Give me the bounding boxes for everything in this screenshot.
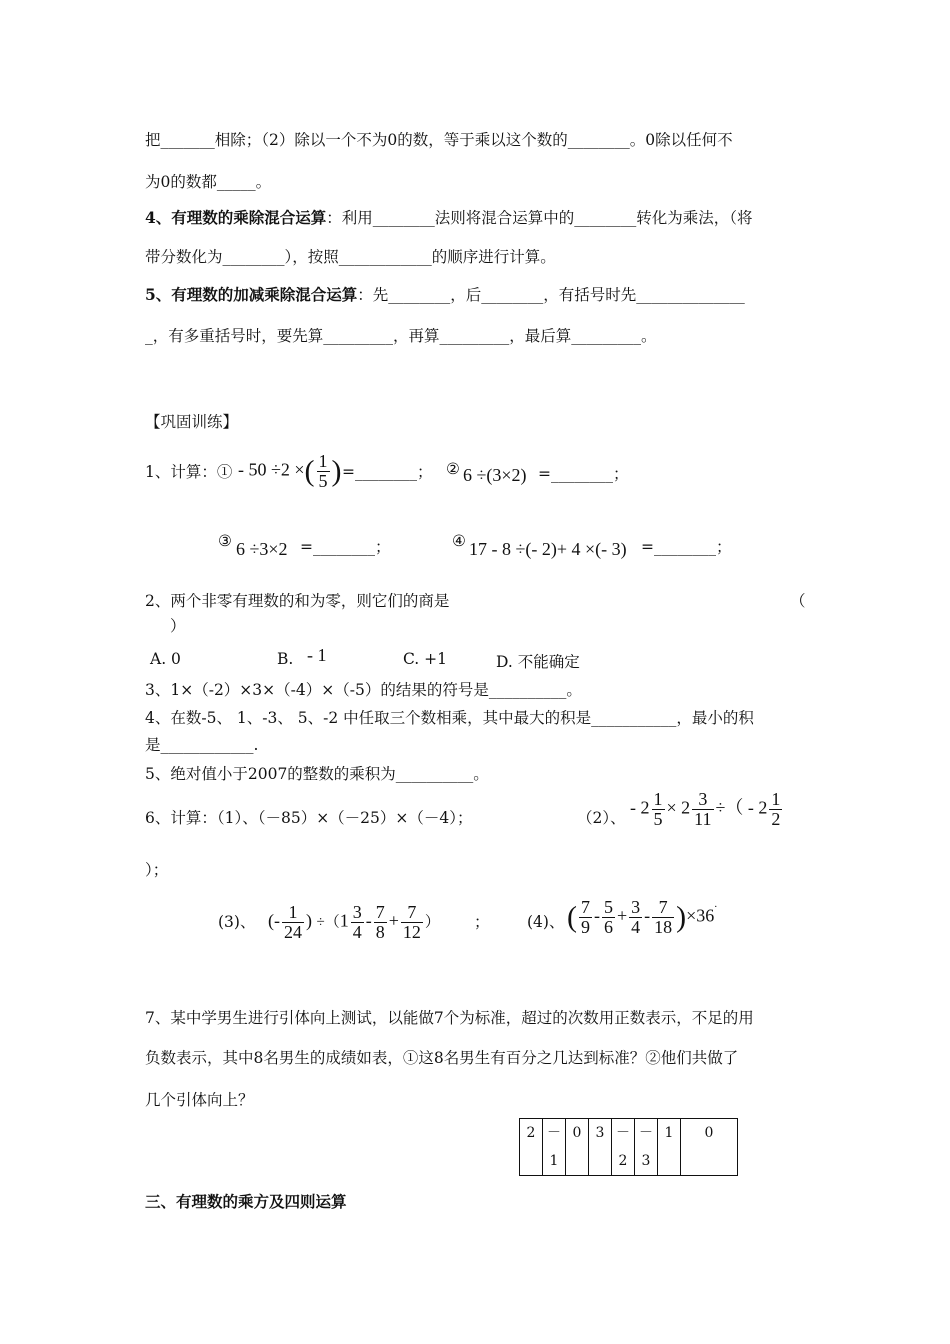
cell-line-1: 1: [664, 1125, 674, 1141]
q6-part-4-expr: [567, 898, 717, 937]
fraction-numerator: 7: [375, 902, 385, 922]
fraction: [602, 898, 615, 937]
cell-line-1: 2: [526, 1125, 536, 1141]
q7-text-line-1: 7、某中学男生进行引体向上测试，以能做7个为标准，超过的次数用正数表示，不足的用: [145, 1009, 754, 1027]
fraction: [769, 790, 782, 829]
fraction: [579, 898, 592, 937]
q6-part-3-semicolon: ；: [474, 913, 490, 931]
section-title: 【巩固训练】: [145, 413, 239, 431]
q6-part-3-label: (3)、: [218, 913, 256, 931]
paren-left: (: [304, 454, 315, 488]
q1-blank-1: =________；: [342, 463, 433, 481]
fraction: [351, 903, 364, 942]
q1-expr-2: 6 ÷(3×2): [463, 465, 527, 485]
fraction-numerator: 1: [771, 789, 781, 809]
cell-line-1: －: [616, 1125, 630, 1141]
fraction-denominator: 2: [771, 808, 781, 829]
text-line-5: [145, 283, 745, 305]
text-line-1: 把_______相除；（2）除以一个不为0的数，等于乘以这个数的________。0除以任何不: [145, 131, 733, 149]
fraction-denominator: 11: [694, 808, 712, 829]
expr-term: - 2: [630, 797, 650, 818]
table-cell: [520, 1119, 543, 1176]
table-cell: [589, 1119, 612, 1176]
fraction-numerator: 3: [692, 790, 713, 810]
expr-term: +: [388, 910, 399, 931]
q1-circle-2: ②: [446, 460, 460, 478]
q6-part-2-tail: ）；: [145, 861, 169, 879]
fraction: [282, 903, 304, 942]
q1-expr-4: 17 - 8 ÷(- 2)+ 4 ×(- 3): [469, 539, 627, 559]
q2-paren-close: ）: [170, 617, 186, 635]
fraction-numerator: 5: [604, 897, 613, 917]
q4-text-line-2: 是____________.: [145, 736, 259, 754]
text-line-4: 带分数化为________），按照____________的顺序进行计算。: [145, 248, 556, 266]
fraction: [317, 452, 330, 491]
fraction-numerator: 3: [352, 902, 362, 922]
cell-line-2: 2: [618, 1153, 628, 1169]
q3-text: 3、1×（-2）×3×（-4）×（-5）的结果的符号是__________。: [145, 681, 582, 699]
topic-5-title: 5、有理数的加减乘除混合运算: [145, 285, 358, 304]
q1-blank-3: =________；: [300, 538, 391, 556]
fraction-denominator: 8: [375, 921, 385, 942]
table-cell: [543, 1119, 566, 1176]
table-cell: [635, 1119, 658, 1176]
q6-part-2-label: （2）、: [577, 809, 626, 827]
expr-term: (-: [268, 910, 280, 931]
q1-expr-1: [238, 452, 342, 491]
q1-blank-4: =________；: [641, 538, 732, 556]
q7-text-line-3: 几个引体向上？: [145, 1091, 254, 1109]
text-line-3: [145, 206, 753, 228]
q2-option-d: D. 不能确定: [496, 653, 580, 671]
expr-dot: .: [714, 898, 718, 910]
fraction-numerator: 1: [318, 451, 328, 471]
expr-term: 1: [339, 910, 349, 931]
cell-line-1: 0: [704, 1125, 714, 1141]
fraction-denominator: 5: [653, 808, 663, 829]
cell-line-1: 3: [595, 1125, 605, 1141]
fraction: [652, 898, 674, 937]
q1-label: 1、计算：①: [145, 463, 233, 481]
table-cell: [612, 1119, 635, 1176]
text-line-6: _，有多重括号时，要先算_________，再算_________，最后算_________。: [145, 327, 657, 345]
topic-4-title: 4、有理数的乘除混合运算: [145, 208, 327, 227]
paren-right: ): [331, 454, 342, 488]
expr-term: -: [594, 905, 600, 926]
fraction: [629, 898, 642, 937]
q2-option-b-value: - 1: [307, 645, 327, 665]
q2-text: 2、两个非零有理数的和为零，则它们的商是: [145, 592, 450, 610]
scores-table: [519, 1118, 738, 1176]
fraction-numerator: 7: [652, 898, 674, 918]
q6-text-1: 6、计算：（1）、（－85）×（－25）×（－4）；: [145, 809, 473, 827]
cell-line-2: 1: [549, 1153, 559, 1169]
cell-line-1: －: [547, 1125, 561, 1141]
table-cell: [658, 1119, 681, 1176]
q1-circle-4: ④: [452, 532, 466, 550]
fraction-denominator: 6: [604, 916, 613, 937]
fraction-numerator: 7: [401, 903, 423, 923]
fraction-numerator: 3: [631, 897, 641, 917]
q4-text-line-1: 4、在数-5、 1、-3、 5、-2 中任取三个数相乘，其中最大的积是___________，最小的积: [145, 709, 754, 727]
q2-option-a: A. 0: [150, 650, 181, 668]
topic-5-text: ：先________，后________，有括号时先______________: [357, 286, 745, 304]
q2-paren-open: （: [790, 592, 806, 610]
q6-part-2-expr: [630, 790, 784, 829]
expr-term: ÷（ - 2: [715, 797, 768, 818]
q2-option-c: C. +1: [403, 650, 448, 668]
fraction-denominator: 18: [654, 916, 673, 937]
cell-line-1: －: [639, 1125, 653, 1141]
q6-part-3-expr: [268, 903, 440, 942]
q5-text: 5、绝对值小于2007的整数的乘积为__________。: [145, 765, 489, 783]
expr-term: ): [306, 910, 312, 931]
expr-term: ）: [424, 914, 440, 931]
expr-term: ÷（: [316, 914, 340, 931]
q1-blank-2: =________；: [538, 465, 629, 483]
table-row: [520, 1119, 738, 1176]
fraction-denominator: 4: [352, 921, 362, 942]
fraction-numerator: 1: [653, 789, 663, 809]
expr-term: -: [365, 910, 372, 931]
fraction: [692, 790, 713, 829]
fraction: [401, 903, 423, 942]
table-cell: [566, 1119, 589, 1176]
fraction: [652, 790, 665, 829]
paren-left: (: [567, 900, 577, 934]
q1-expr-1-main: - 50 ÷2 ×: [238, 459, 305, 480]
fraction-denominator: 12: [402, 921, 421, 942]
q1-circle-3: ③: [218, 532, 232, 550]
q6-part-4-label: (4)、: [527, 913, 565, 931]
table-cell: [681, 1119, 738, 1176]
fraction-numerator: 7: [581, 897, 590, 917]
fraction-denominator: 4: [631, 916, 641, 937]
expr-term: -: [644, 905, 651, 926]
fraction-denominator: 9: [581, 916, 590, 937]
topic-4-text: ：利用________法则将混合运算中的________转化为乘法，（将: [326, 209, 753, 227]
expr-term: ×36: [686, 905, 715, 926]
section-3-heading: 三、有理数的乘方及四则运算: [145, 1192, 347, 1211]
expr-term: +: [617, 905, 628, 926]
fraction-numerator: 1: [282, 903, 304, 923]
q1-expr-3: 6 ÷3×2: [236, 539, 288, 559]
q7-text-line-2: 负数表示，其中8名男生的成绩如表，①这8名男生有百分之几达到标准？②他们共做了: [145, 1049, 739, 1067]
cell-line-2: 3: [641, 1153, 651, 1169]
paren-right: ): [676, 900, 687, 934]
fraction-denominator: 5: [318, 470, 328, 491]
expr-term: × 2: [666, 797, 691, 818]
text-line-2: 为0的数都_____。: [145, 173, 272, 191]
fraction-denominator: 24: [284, 921, 302, 942]
q2-option-b: B.: [277, 650, 294, 668]
fraction: [374, 903, 387, 942]
cell-line-1: 0: [572, 1125, 582, 1141]
